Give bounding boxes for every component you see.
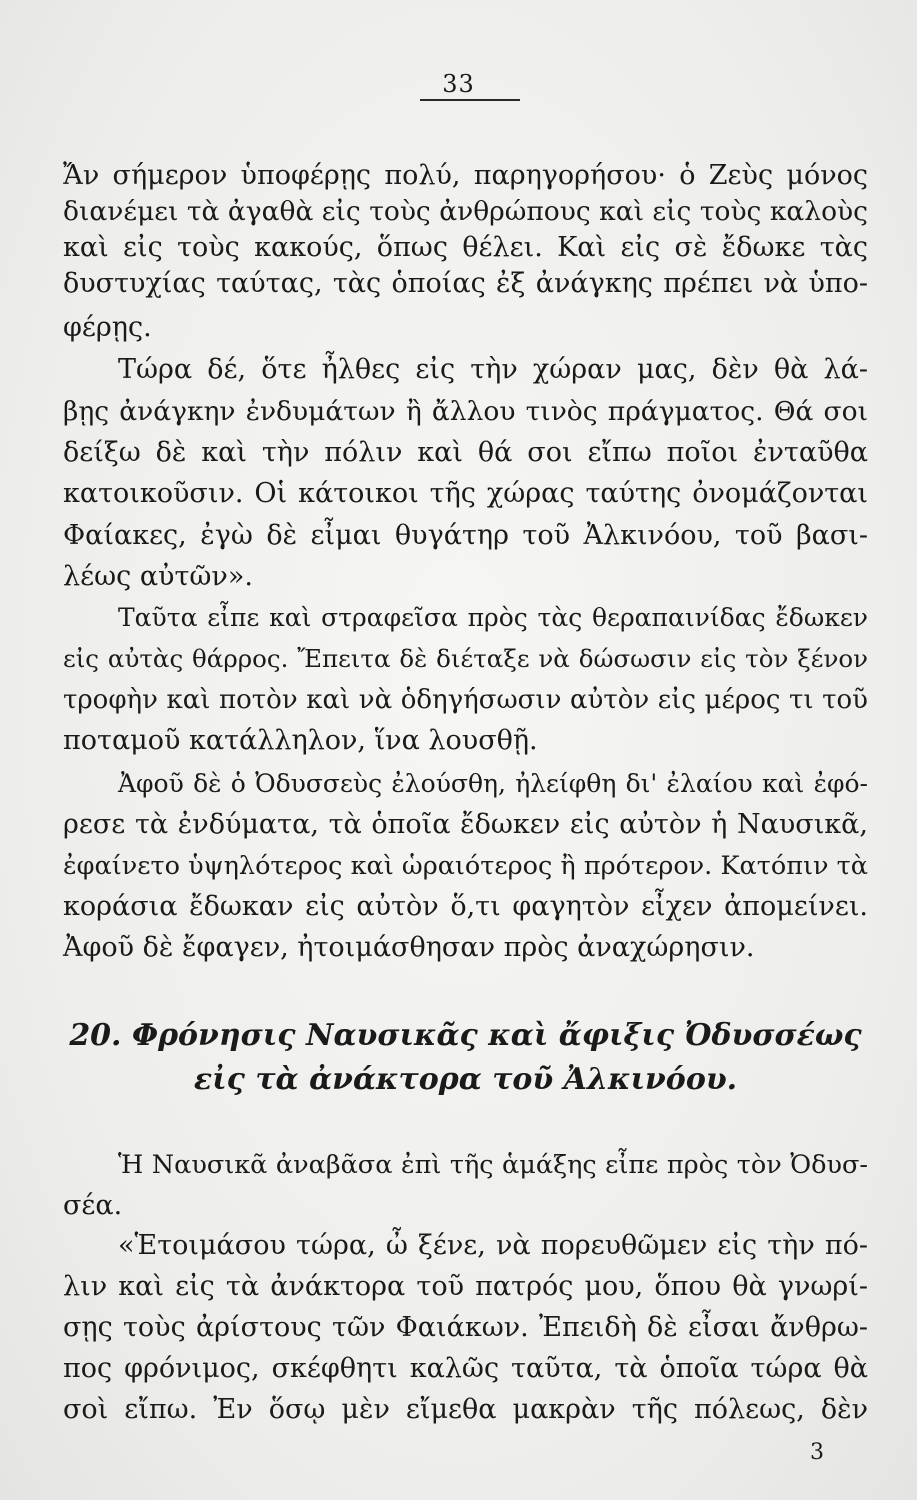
text-line: Ταῦτα εἶπε καὶ στραφεῖσα πρὸς τὰς θεραπαινίδας ἔδωκεν [118,603,868,632]
page-number-underline [420,99,520,101]
text-line: λιν καὶ εἰς τὰ ἀνάκτορα τοῦ πατρός μου, ὅπου θὰ γνωρί- [63,1271,868,1302]
text-line: δυστυχίας ταύτας, τὰς ὁποίας ἐξ ἀνάγκης πρέπει νὰ ὑπο- [63,268,868,299]
text-line: Ἀφοῦ δὲ ἔφαγεν, ἠτοιμάσθησαν πρὸς ἀναχώρησιν. [63,932,755,963]
text-line: φέρῃς. [63,312,152,343]
text-line: Ἡ Ναυσικᾶ ἀναβᾶσα ἐπὶ τῆς ἁμάξης εἶπε πρὸς τὸν Ὀδυσ- [118,1150,868,1180]
text-line: βῃς ἀνάγκην ἐνδυμάτων ἢ ἄλλου τινὸς πράγματος. Θά σοι [63,396,868,427]
text-line: καὶ εἰς τοὺς κακούς, ὅπως θέλει. Καὶ εἰς σὲ ἔδωκε τὰς [63,232,868,263]
page-number: 33 [442,70,475,98]
text-line: κατοικοῦσιν. Οἱ κάτοικοι τῆς χώρας ταύτης ὀνομάζονται [63,478,868,509]
text-line: δείξω δὲ καὶ τὴν πόλιν καὶ θά σοι εἴπω ποῖοι ἐνταῦθα [63,437,868,468]
text-line: εἰς αὐτὰς θάρρος. Ἔπειτα δὲ διέταξε νὰ δώσωσιν εἰς τὸν ξένον [63,644,868,673]
section-heading-line2: εἰς τὰ ἀνάκτορα τοῦ Ἀλκινόου. [193,1062,738,1097]
text-line: διανέμει τὰ ἀγαθὰ εἰς τοὺς ἀνθρώπους καὶ εἰς τοὺς καλοὺς [63,196,868,227]
text-line: σῃς τοὺς ἀρίστους τῶν Φαιάκων. Ἐπειδὴ δὲ εἶσαι ἄνθρω- [63,1312,868,1343]
text-line: λέως αὐτῶν». [63,561,253,592]
text-line: ποταμοῦ κατάλληλον, ἵνα λουσθῇ. [63,725,538,756]
text-line: πος φρόνιμος, σκέφθητι καλῶς ταῦτα, τὰ ὁποῖα τώρα θὰ [63,1353,868,1384]
text-line: «Ἑτοιμάσου τώρα, ὦ ξένε, νὰ πορευθῶμεν εἰς τὴν πό- [118,1230,868,1261]
text-line: Ἄν σήμερον ὑποφέρῃς πολύ, παρηγορήσου· ὁ Ζεὺς μόνος [63,160,868,191]
text-line: σοὶ εἴπω. Ἐν ὅσῳ μὲν εἴμεθα μακρὰν τῆς πόλεως, δὲν [63,1394,868,1425]
text-line: Φαίακες, ἐγὼ δὲ εἶμαι θυγάτηρ τοῦ Ἀλκινόου, τοῦ βασι- [63,520,868,551]
text-line: Ἀφοῦ δὲ ὁ Ὀδυσσεὺς ἐλούσθη, ἠλείφθη δι' ἐλαίου καὶ ἐφό- [118,769,868,798]
section-heading-line1: 20. Φρόνησις Ναυσικᾶς καὶ ἄφιξις Ὀδυσσέως [69,1018,862,1053]
text-line: ρεσε τὰ ἐνδύματα, τὰ ὁποῖα ἔδωκεν εἰς αὐτὸν ἡ Ναυσικᾶ, [63,809,868,840]
text-line: ἐφαίνετο ὑψηλότερος καὶ ὡραιότερος ἢ πρότερον. Κατόπιν τὰ [63,851,868,881]
signature-mark: 3 [810,1440,824,1465]
text-line: κοράσια ἔδωκαν εἰς αὐτὸν ὅ,τι φαγητὸν εἶχεν ἀπομείνει. [63,891,868,922]
text-line: τροφὴν καὶ ποτὸν καὶ νὰ ὁδηγήσωσιν αὐτὸν εἰς μέρος τι τοῦ [63,685,868,715]
text-line: σέα. [63,1190,123,1221]
text-line: Τώρα δέ, ὅτε ἦλθες εἰς τὴν χώραν μας, δὲν θὰ λά- [118,354,868,385]
